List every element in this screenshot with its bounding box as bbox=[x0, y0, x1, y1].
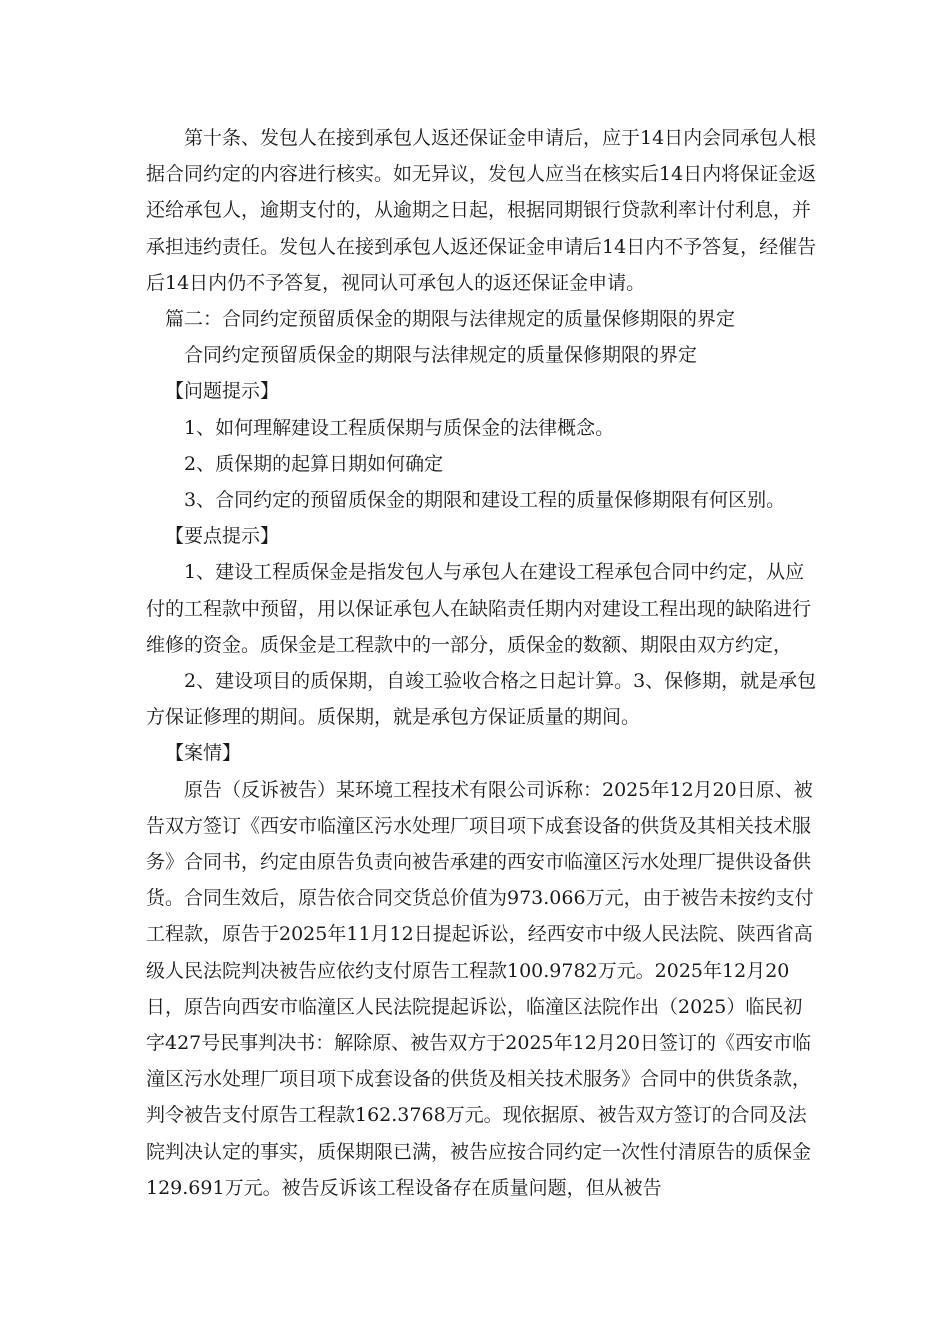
question-item-1: 1、如何理解建设工程质保期与质保金的法律概念。 bbox=[184, 416, 615, 439]
section-title-part-two: 篇二：合同约定预留质保金的期限与法律规定的质量保修期限的界定 bbox=[165, 308, 736, 331]
case-paragraph: 原告（反诉被告）某环境工程技术有限公司诉称：2025年12月20日原、被告双方签订《西安市临潼区污水处理厂项目项下成套设备的供货及其相关技术服务》合同书，约定由原告负责向被告承建的西安市临潼区污水处理厂提供设备供货。合同生效后，原告依合同交货总价值为973.066万元，由于被告未按约支付工程款，原告于2025年11月12日提起诉讼，经西安市中级人民法院、陕西省高级人民法院判决被告应依约支付原告工程款100.9782万元。2025年12月20日，原告向西安市临潼区人民法院提起诉讼，临潼区法院作出（2025）临民初字427号民事判决书：解除原、被告双方于2025年12月20日签订的《西安市临潼区污水处理厂项目项下成套设备的供货及相关技术服务》合同中的供货条款，判令被告支付原告工程款162.3768万元。现依据原、被告双方签订的合同及法院判决认定的事实，质保期限已满，被告应按合同约定一次性付清原告的质保金129.691万元。被告反诉该工程设备存在质量问题，但从被告 bbox=[146, 778, 814, 1199]
paragraph-article-ten: 第十条、发包人在接到承包人返还保证金申请后，应于14日内会同承包人根据合同约定的内容进行核实。如无异议，发包人应当在核实后14日内将保证金返还给承包人，逾期支付的，从逾期之日起，根据同期银行贷款利率计付利息，并承担违约责任。发包人在接到承包人返还保证金申请后14日内不予答复，经催告后14日内仍不予答复，视同认可承包人的返还保证金申请。 bbox=[146, 127, 817, 294]
section-label-key-points: 【要点提示】 bbox=[165, 525, 280, 548]
section-label-questions: 【问题提示】 bbox=[165, 380, 280, 403]
question-item-3: 3、合同约定的预留质保金的期限和建设工程的质量保修期限有何区别。 bbox=[184, 489, 786, 512]
key-point-2-3: 2、建设项目的质保期，自竣工验收合格之日起计算。3、保修期，就是承包方保证修理的期间。质保期，就是承包方保证质量的期间。 bbox=[146, 670, 817, 729]
document-body bbox=[146, 120, 820, 1206]
section-label-case: 【案情】 bbox=[165, 742, 242, 765]
question-item-2: 2、质保期的起算日期如何确定 bbox=[184, 452, 444, 475]
key-point-1: 1、建设工程质保金是指发包人与承包人在建设工程承包合同中约定，从应付的工程款中预留，用以保证承包人在缺陷责任期内对建设工程出现的缺陷进行维修的资金。质保金是工程款中的一部分，质保金的数额、期限由双方约定， bbox=[146, 561, 812, 656]
article-title: 合同约定预留质保金的期限与法律规定的质量保修期限的界定 bbox=[184, 344, 698, 367]
